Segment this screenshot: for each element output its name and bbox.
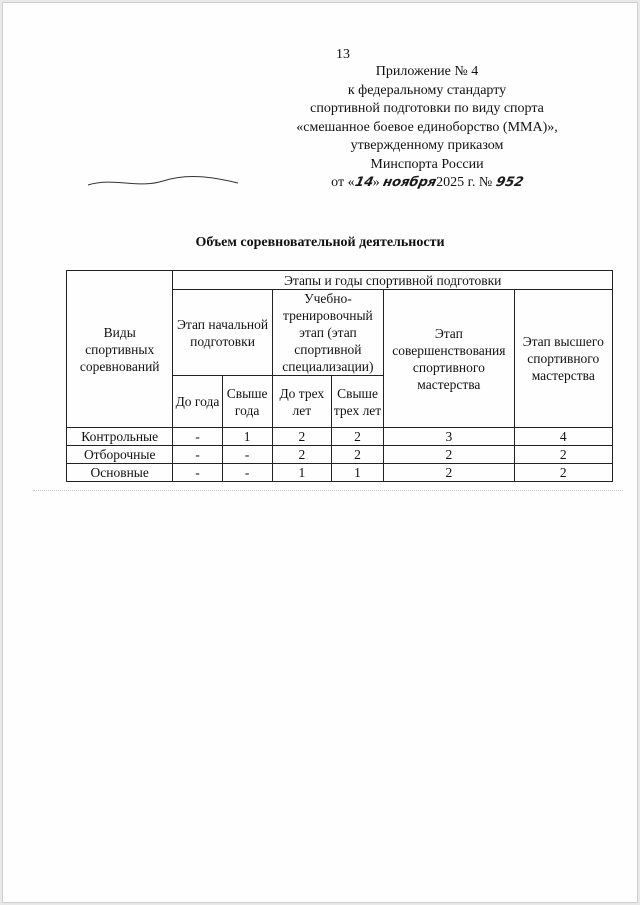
header-stage-initial: Этап начальной подготовки [173, 290, 272, 376]
table-row [67, 446, 613, 464]
subheader-initial-over-year: Свыше года [222, 376, 272, 428]
table-cell: 2 [272, 428, 331, 446]
table-cell: 3 [384, 428, 514, 446]
subheader-training-over-3: Свыше трех лет [331, 376, 383, 428]
competition-volume-table [66, 270, 613, 482]
table-cell: - [173, 446, 222, 464]
handwriting-stroke [83, 173, 243, 193]
appendix-title: Приложение № 4 [375, 64, 479, 79]
table-cell: - [222, 464, 272, 482]
table-cell: 4 [514, 428, 612, 446]
table-cell: 1 [272, 464, 331, 482]
table-row [67, 428, 613, 446]
header-stage-improvement: Этап совершенствования спортивного мастерства [384, 290, 514, 428]
table-cell: 2 [331, 446, 383, 464]
scan-dotted-line [33, 490, 623, 495]
table-cell: 2 [514, 446, 612, 464]
subheader-training-up-to-3: До трех лет [272, 376, 331, 428]
table-cell: - [222, 446, 272, 464]
row-label: Контрольные [67, 428, 173, 446]
table-cell: - [173, 428, 222, 446]
appendix-line-5: Минспорта России [370, 156, 484, 172]
page-number: 13 [336, 47, 350, 62]
table-cell: 1 [222, 428, 272, 446]
header-stage-training: Учебно-тренировочный этап (этап спортивной специализации) [272, 290, 383, 376]
document-page [2, 2, 638, 903]
row-label: Основные [67, 464, 173, 482]
table-cell: 2 [384, 446, 514, 464]
table-cell: 1 [331, 464, 383, 482]
appendix-line-1: к федеральному стандарту [347, 82, 507, 98]
appendix-line-3: «смешанное боевое единоборство (ММА)», [296, 119, 558, 135]
date-mid: » [372, 175, 380, 190]
table-cell: - [173, 464, 222, 482]
document-title: Объем соревновательной деятельности [195, 235, 445, 250]
appendix-block [277, 63, 577, 193]
date-month-handwritten: ноября [381, 175, 438, 190]
header-stage-highest: Этап высшего спортивного мастерства [514, 290, 612, 428]
row-label: Отборочные [67, 446, 173, 464]
date-year: 2025 г. № [436, 175, 493, 190]
order-date-line [277, 174, 577, 193]
table-row [67, 464, 613, 482]
date-day-handwritten: 14 [353, 175, 375, 190]
table-cell: 2 [331, 428, 383, 446]
appendix-line-4: утвержденному приказом [350, 138, 504, 153]
table-cell: 2 [514, 464, 612, 482]
appendix-line-2: спортивной подготовки по виду спорта [310, 101, 544, 116]
header-stages-group: Этапы и годы спортивной подготовки [173, 271, 613, 290]
header-competition-type: Виды спортивных соревнований [67, 271, 173, 428]
table-cell: 2 [384, 464, 514, 482]
subheader-initial-up-to-year: До года [173, 376, 222, 428]
date-prefix: от « [331, 175, 355, 190]
table-cell: 2 [272, 446, 331, 464]
order-number-handwritten: 952 [494, 175, 525, 190]
